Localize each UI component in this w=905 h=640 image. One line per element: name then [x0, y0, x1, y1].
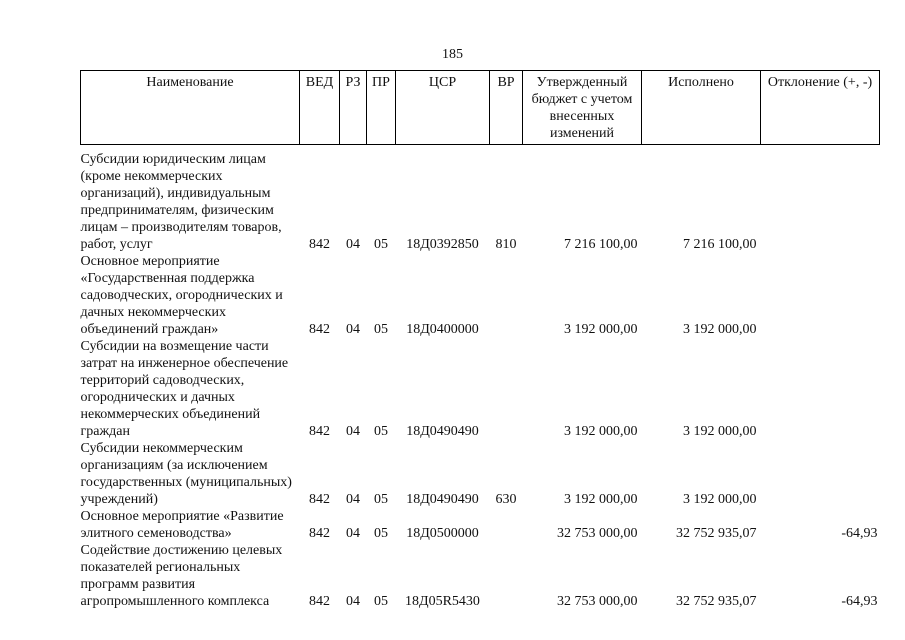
row-name: Основное мероприятие «Развитие элитного семеноводства»: [80, 509, 284, 541]
row-approved: 32 753 000,00: [557, 526, 638, 541]
row-vr: [490, 542, 523, 610]
row-rz: 04: [346, 492, 360, 507]
row-approved: 32 753 000,00: [557, 594, 638, 609]
row-approved: 3 192 000,00: [564, 424, 638, 439]
row-csr: 18Д0400000: [406, 322, 479, 337]
row-rz: 04: [346, 594, 360, 609]
row-ved: 842: [309, 322, 330, 337]
row-approved: 3 192 000,00: [564, 492, 638, 507]
table-row: [81, 440, 880, 508]
row-rz: 04: [346, 526, 360, 541]
row-rz: 04: [346, 322, 360, 337]
row-approved: 7 216 100,00: [564, 237, 638, 252]
row-ved: 842: [309, 492, 330, 507]
table-row: [81, 338, 880, 440]
row-pr: 05: [374, 492, 388, 507]
row-executed: 32 752 935,07: [676, 594, 757, 609]
row-executed: 3 192 000,00: [683, 492, 757, 507]
page-number: 185: [442, 47, 463, 62]
row-csr: 18Д0392850: [406, 237, 479, 252]
row-executed: 32 752 935,07: [676, 526, 757, 541]
row-pr: 05: [374, 322, 388, 337]
row-deviation: -64,93: [841, 526, 878, 541]
row-deviation: -64,93: [841, 594, 878, 609]
header-csr: ЦСР: [396, 71, 490, 145]
row-pr: 05: [374, 424, 388, 439]
row-pr: 05: [374, 594, 388, 609]
row-executed: 3 192 000,00: [683, 322, 757, 337]
header-pr: ПР: [367, 71, 396, 145]
row-csr: 18Д05R5430: [405, 594, 480, 609]
table-row: [81, 145, 880, 254]
row-csr: 18Д0490490: [406, 492, 479, 507]
header-executed: Исполнено: [642, 71, 761, 145]
row-rz: 04: [346, 237, 360, 252]
row-name: Основное мероприятие «Государственная поддержка садоводческих, огороднических и дачных некоммерческих объединений граждан»: [80, 254, 283, 337]
row-ved: 842: [309, 424, 330, 439]
table-row: [81, 508, 880, 542]
row-name: Субсидии на возмещение части затрат на инженерное обеспечение территорий садоводческих, огороднических и дачных некоммерческих объединений граждан: [80, 339, 289, 439]
row-ved: 842: [309, 594, 330, 609]
row-pr: 05: [374, 237, 388, 252]
row-csr: 18Д0490490: [406, 424, 479, 439]
row-vr: [490, 338, 523, 440]
header-name: Наименование: [81, 71, 300, 145]
table-row: [81, 253, 880, 338]
header-deviation: Отклонение (+, -): [761, 71, 880, 145]
table-header-row: [81, 71, 880, 145]
row-deviation: [761, 440, 880, 508]
header-rz: РЗ: [340, 71, 367, 145]
header-ved: ВЕД: [300, 71, 340, 145]
row-rz: 04: [346, 424, 360, 439]
row-pr: 05: [374, 526, 388, 541]
row-name: Содействие достижению целевых показателей региональных программ развития агропромышленного комплекса: [80, 543, 283, 609]
row-ved: 842: [309, 526, 330, 541]
row-vr: [490, 253, 523, 338]
row-vr: 630: [495, 492, 517, 507]
row-deviation: [761, 338, 880, 440]
row-executed: 7 216 100,00: [683, 237, 757, 252]
row-name: Субсидии некоммерческим организациям (за исключением государственных (муниципальных) учреждений): [80, 441, 292, 507]
row-approved: 3 192 000,00: [564, 322, 638, 337]
row-executed: 3 192 000,00: [683, 424, 757, 439]
row-vr: [490, 508, 523, 542]
header-approved: Утвержденный бюджет с учетом внесенных изменений: [523, 71, 642, 145]
row-name: Субсидии юридическим лицам (кроме некоммерческих организаций), индивидуальным предпринимателям, физическим лицам – производителям товаров, работ, услуг: [80, 152, 282, 252]
budget-table: [80, 70, 880, 610]
table-row: [81, 542, 880, 610]
row-vr: 810: [495, 237, 517, 252]
row-deviation: [761, 145, 880, 254]
header-vr: ВР: [490, 71, 523, 145]
row-deviation: [761, 253, 880, 338]
row-csr: 18Д0500000: [406, 526, 479, 541]
row-ved: 842: [309, 237, 330, 252]
